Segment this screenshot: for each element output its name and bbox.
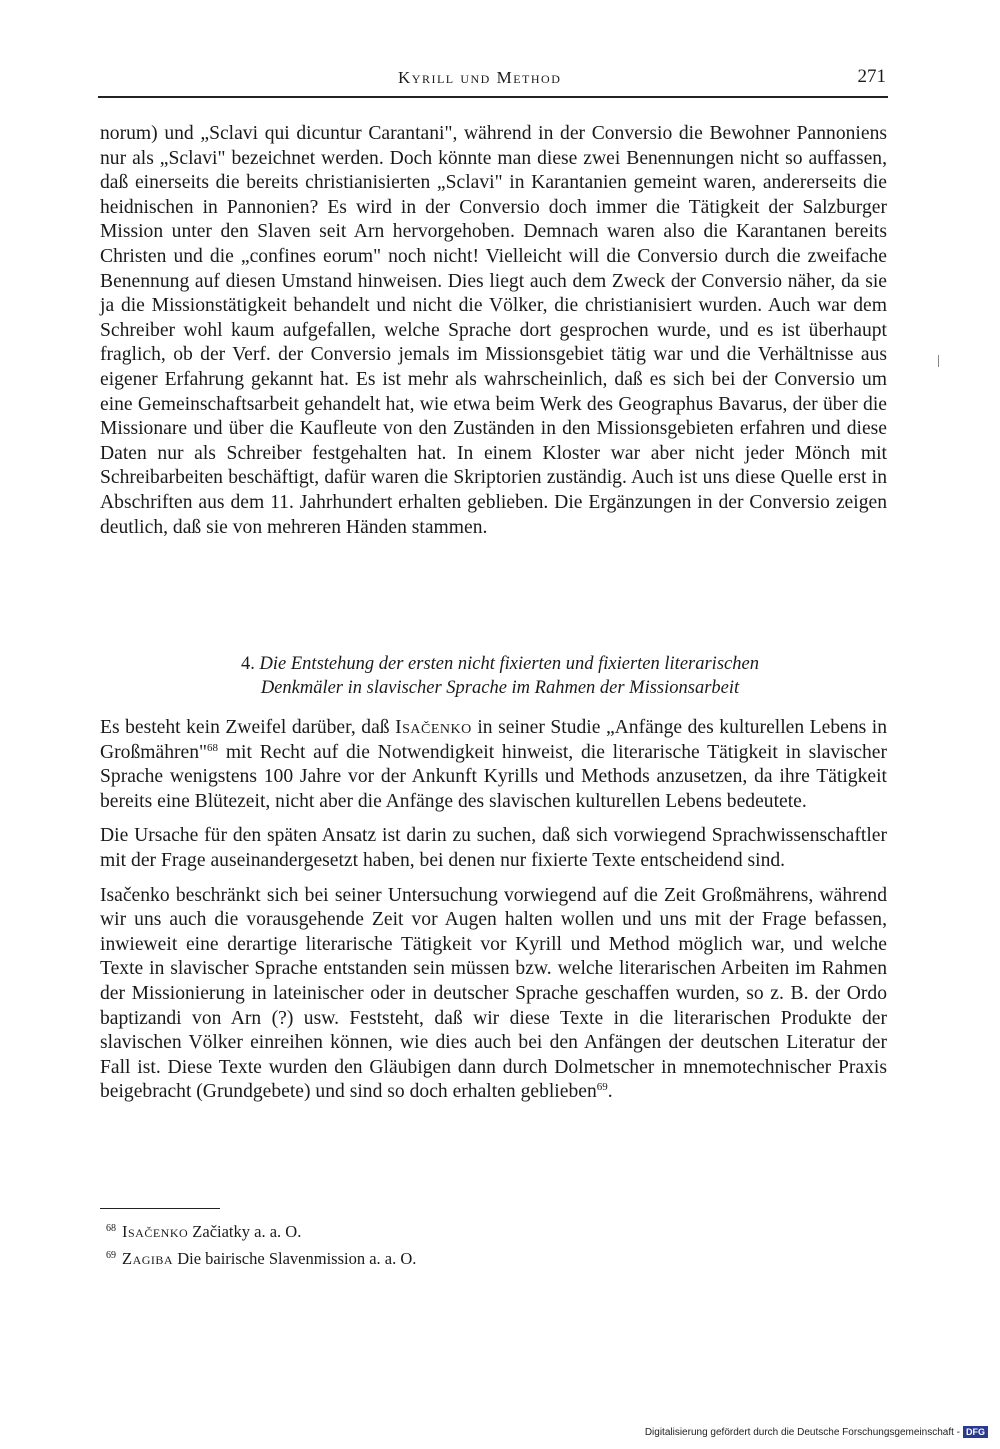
section-number: 4. (241, 654, 255, 674)
margin-mark (938, 355, 939, 367)
footnote-number: 69 (106, 1250, 116, 1261)
author-isacenko: Isačenko (395, 717, 472, 738)
footnote-rule (100, 1208, 220, 1209)
paragraph-1 (100, 716, 887, 814)
footnote-text: Začiatky a. a. O. (192, 1222, 302, 1241)
footnote-69 (106, 1245, 886, 1272)
section-heading-line-1 (150, 652, 850, 676)
continued-text-block (100, 122, 887, 550)
paragraph-1-text-a: Es besteht kein Zweifel darüber, daß (100, 717, 390, 738)
footnote-ref-68[interactable]: 68 (207, 741, 219, 754)
paragraph-3-end: . (607, 1081, 613, 1103)
footnote-author: Zagiba (122, 1249, 174, 1268)
running-header (98, 62, 888, 98)
footnote-number: 68 (106, 1223, 116, 1234)
digitization-credit (645, 1426, 988, 1438)
paragraph-2: Die Ursache für den späten Ansatz ist darin zu suchen, daß sich vorwiegend Sprachwissenschaftler mit der Frage auseinandergesetzt haben, bei denen nur fixierte Texte entscheidend sind. (100, 825, 887, 871)
dfg-logo: DFG (963, 1426, 988, 1438)
main-text-block (100, 716, 887, 1115)
footnote-text: Die bairische Slavenmission a. a. O. (177, 1249, 417, 1268)
paragraph-3-text: Isačenko beschränkt sich bei seiner Untersuchung vorwiegend auf die Zeit Großmährens, während wir uns auch die vorausgehende Zeit vor Augen halten wollen und uns mit der Frage befassen, inwieweit eine derartige literarische Tätigkeit vor Kyrill und Method möglich war, und welche Texte in slavischer Sprache entstanden sein müssen bzw. welche literarischen Arbeiten im Rahmen der Missionierung in lateinischer oder in deutscher Sprache geschaffen wurden, so z. B. der Ordo baptizandi von Arn (?) usw. Feststeht, daß wir diese Texte in die literarischen Produkte der slavischen Völker einreihen können, wie dies auch bei den Anfängen der deutschen Literatur der Fall ist. Diese Texte wurden den Gläubigen dann durch Dolmetscher in mnemotechnischer Praxis beigebracht (Grundgebete) und sind so doch erhalten geblieben (100, 884, 887, 1103)
footnote-ref-69[interactable]: 69 (596, 1081, 608, 1094)
section-title-line-1: Die Entstehung der ersten nicht fixierten und fixierten literarischen (259, 654, 759, 674)
footnote-author: Isačenko (122, 1222, 189, 1241)
section-title-line-2: Denkmäler in slavischer Sprache im Rahmen der Missionsarbeit (260, 678, 740, 698)
page-number: 271 (857, 66, 886, 87)
section-heading (150, 652, 850, 700)
footnotes (106, 1218, 886, 1272)
running-title: Kyrill und Method (398, 68, 562, 87)
footnote-68 (106, 1218, 886, 1245)
continued-paragraph: norum) und „Sclavi qui dicuntur Carantani", während in der Conversio die Bewohner Pannoniens nur als „Sclavi" bezeichnet werden. Doch könnte man diese zwei Benennungen nicht so auffassen, daß einerseits die bereits christianisierten „Sclavi" in Karantanien gemeint waren, andererseits die heidnischen in Pannonien? Es wird in der Conversio doch immer die Tätigkeit der Salzburger Mission unter den Slaven seit Arn hervorgehoben. Demnach waren also die Karantanen bereits Christen und die „confines eorum" noch nicht! Vielleicht will die Conversio durch die zweifache Benennung auf diesen Umstand hinweisen. Dies liegt auch dem Zweck der Conversio näher, da sie ja die Missionstätigkeit behandelt und nicht die Völker, die christianisiert wurden. Auch war dem Schreiber wohl kaum aufgefallen, welche Sprache dort gesprochen wurde, und es ist überhaupt fraglich, ob der Verf. der Conversio jemals im Missionsgebiet tätig war und die Verhältnisse aus eigener Erfahrung gekannt hat. Es ist mehr als wahrscheinlich, daß es sich bei der Conversio um eine Gemeinschaftsarbeit gehandelt hat, wie etwa beim Werk des Geographus Bavarus, der über die Missionare und über die Kaufleute von den Zuständen in den Missionsgebieten erfahren und diese Daten nur als Schreiber festgehalten hat. In einem Kloster war aber nicht jeder Mönch mit Schreibarbeiten beschäftigt, dafür waren die Skriptorien zuständig. Auch ist uns diese Quelle erst in Abschriften aus dem 11. Jahrhundert erhalten geblieben. Die Ergänzungen in der Conversio zeigen deutlich, daß sie von mehreren Händen stammen. (100, 123, 887, 538)
credit-text: Digitalisierung gefördert durch die Deutsche Forschungsgemeinschaft - (644, 1427, 960, 1438)
paragraph-1-text-c: mit Recht auf die Notwendigkeit hinweist, die literarische Tätigkeit in slavischer Sprache wenigstens 100 Jahre vor der Ankunft Kyrills und Methods anzusetzen, da ihre Tätigkeit bereits eine Blütezeit, nicht aber die Anfänge des slavischen kulturellen Lebens bedeutete. (100, 741, 887, 812)
paragraph-3 (100, 884, 887, 1105)
paragraph-1-text-b: in seiner Studie „Anfänge des kulturellen Lebens in Großmähren" (100, 717, 888, 763)
